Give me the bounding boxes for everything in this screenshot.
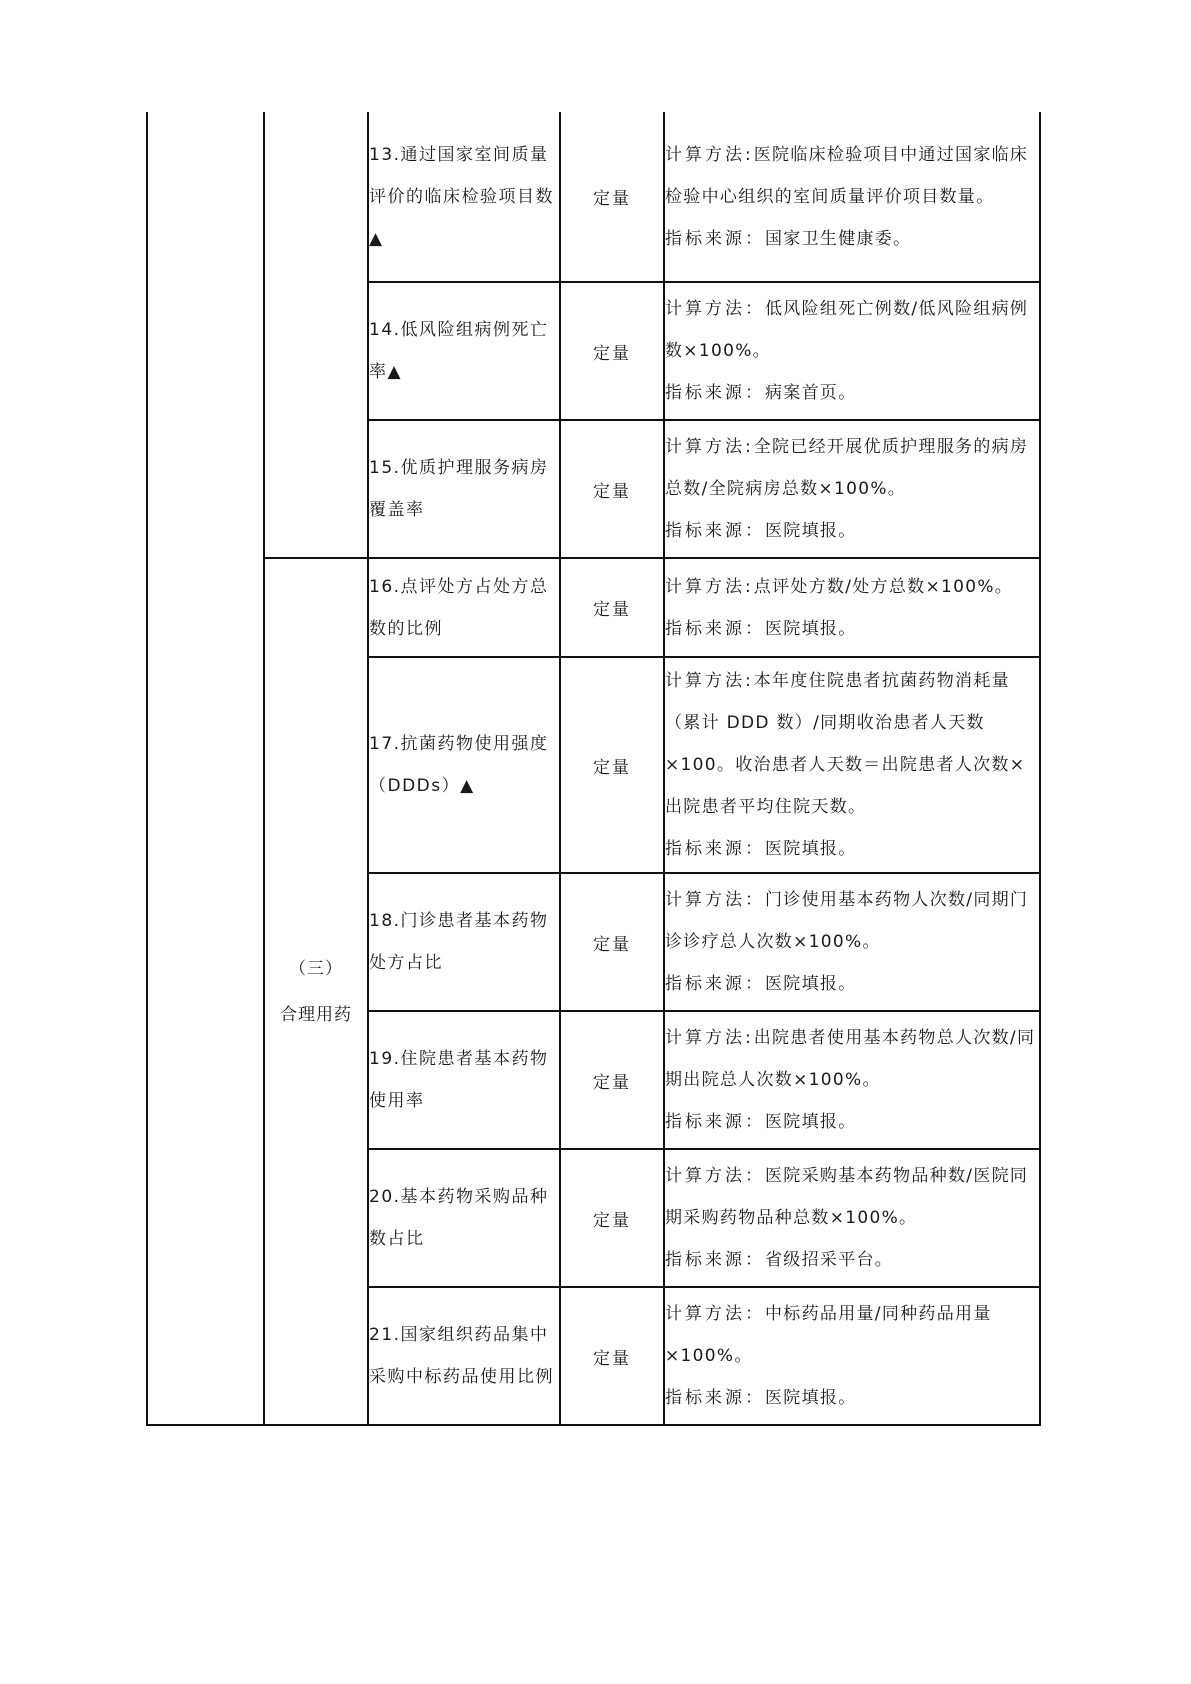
indicator-table bbox=[146, 112, 1041, 1426]
calc-method bbox=[665, 879, 1039, 963]
calc-method bbox=[665, 1017, 1039, 1101]
indicator-name: 20.基本药物采购品种数占比 bbox=[368, 1149, 560, 1287]
source-text: 医院填报。 bbox=[765, 839, 857, 859]
indicator-description bbox=[664, 1149, 1040, 1287]
source-text: 国家卫生健康委。 bbox=[765, 228, 912, 249]
method-label: 计算方法： bbox=[665, 890, 765, 910]
method-text: 全院已经开展优质护理服务的病房总数/全院病房总数×100%。 bbox=[665, 437, 1029, 499]
indicator-source bbox=[665, 1101, 1039, 1143]
source-text: 医院填报。 bbox=[765, 1388, 857, 1408]
method-label: 计算方法: bbox=[665, 576, 754, 597]
indicator-type: 定量 bbox=[560, 282, 664, 420]
indicator-description bbox=[664, 1287, 1040, 1425]
indicator-type: 定量 bbox=[560, 657, 664, 873]
calc-method bbox=[665, 660, 1039, 828]
calc-method bbox=[665, 288, 1039, 372]
calc-method bbox=[665, 134, 1039, 218]
method-text: 低风险组死亡例数/低风险组病例数×100%。 bbox=[665, 299, 1029, 361]
method-label: 计算方法: bbox=[665, 1028, 754, 1048]
indicator-type: 定量 bbox=[560, 1011, 664, 1149]
method-label: 计算方法： bbox=[665, 1304, 765, 1324]
source-label: 指标来源： bbox=[665, 974, 765, 994]
indicator-description bbox=[664, 657, 1040, 873]
source-text: 医院填报。 bbox=[765, 974, 857, 994]
table-row bbox=[147, 112, 1040, 282]
method-label: 计算方法: bbox=[665, 144, 754, 165]
indicator-source bbox=[665, 963, 1039, 1005]
indicator-description bbox=[664, 420, 1040, 558]
source-text: 病案首页。 bbox=[765, 383, 857, 403]
calc-method bbox=[665, 426, 1039, 510]
category-title: 合理用药 bbox=[280, 1004, 352, 1025]
method-text: 门诊使用基本药物人次数/同期门诊诊疗总人次数×100%。 bbox=[665, 890, 1029, 952]
indicator-type: 定量 bbox=[560, 873, 664, 1011]
indicator-source bbox=[665, 510, 1039, 552]
indicator-source bbox=[665, 372, 1039, 414]
method-text: 出院患者使用基本药物总人次数/同期出院总人次数×100%。 bbox=[665, 1028, 1036, 1090]
method-label: 计算方法: bbox=[665, 437, 754, 457]
source-label: 指标来源： bbox=[665, 521, 765, 541]
calc-method bbox=[665, 1293, 1039, 1377]
indicator-description bbox=[664, 1011, 1040, 1149]
indicator-name: 16.点评处方占处方总数的比例 bbox=[368, 558, 560, 657]
category-cell-rational-drug-use bbox=[264, 558, 368, 1425]
indicator-source bbox=[665, 1239, 1039, 1281]
indicator-name: 21.国家组织药品集中采购中标药品使用比例 bbox=[368, 1287, 560, 1425]
source-text: 医院填报。 bbox=[765, 618, 857, 639]
method-label: 计算方法： bbox=[665, 1166, 765, 1186]
indicator-name: 14.低风险组病例死亡率▲ bbox=[368, 282, 560, 420]
indicator-name: 17.抗菌药物使用强度（DDDs）▲ bbox=[368, 657, 560, 873]
indicator-type: 定量 bbox=[560, 112, 664, 282]
indicator-name: 19.住院患者基本药物使用率 bbox=[368, 1011, 560, 1149]
method-text: 点评处方数/处方总数×100%。 bbox=[753, 576, 1014, 597]
calc-method bbox=[665, 566, 1039, 608]
indicator-description bbox=[664, 282, 1040, 420]
source-label: 指标来源： bbox=[665, 839, 765, 859]
indicator-type: 定量 bbox=[560, 1149, 664, 1287]
indicator-type: 定量 bbox=[560, 1287, 664, 1425]
indicator-source bbox=[665, 218, 1039, 260]
indicator-source bbox=[665, 1377, 1039, 1419]
method-label: 计算方法: bbox=[665, 671, 754, 691]
source-label: 指标来源： bbox=[665, 1388, 765, 1408]
indicator-description bbox=[664, 112, 1040, 282]
source-text: 医院填报。 bbox=[765, 1112, 857, 1132]
indicator-description bbox=[664, 873, 1040, 1011]
indicator-name: 15.优质护理服务病房覆盖率 bbox=[368, 420, 560, 558]
indicator-type: 定量 bbox=[560, 558, 664, 657]
source-label: 指标来源： bbox=[665, 228, 765, 249]
source-label: 指标来源： bbox=[665, 1112, 765, 1132]
indicator-description bbox=[664, 558, 1040, 657]
indicator-name: 13.通过国家室间质量评价的临床检验项目数▲ bbox=[368, 112, 560, 282]
source-text: 省级招采平台。 bbox=[765, 1250, 894, 1270]
method-text: 本年度住院患者抗菌药物消耗量（累计 DDD 数）/同期收治患者人天数×100。收治患者人天数＝出院患者人次数×出院患者平均住院天数。 bbox=[665, 671, 1026, 817]
category-number: （三） bbox=[289, 958, 343, 979]
level2-category-cell bbox=[264, 112, 368, 558]
source-label: 指标来源： bbox=[665, 618, 765, 639]
method-label: 计算方法： bbox=[665, 299, 765, 319]
method-text: 医院采购基本药物品种数/医院同期采购药物品种总数×100%。 bbox=[665, 1166, 1029, 1228]
indicator-source bbox=[665, 828, 1039, 870]
method-text: 中标药品用量/同种药品用量×100%。 bbox=[665, 1304, 992, 1366]
indicator-source bbox=[665, 608, 1039, 650]
indicator-type: 定量 bbox=[560, 420, 664, 558]
level1-category-cell bbox=[147, 112, 264, 1425]
indicator-name: 18.门诊患者基本药物处方占比 bbox=[368, 873, 560, 1011]
source-label: 指标来源： bbox=[665, 1250, 765, 1270]
source-label: 指标来源： bbox=[665, 383, 765, 403]
table-row bbox=[147, 558, 1040, 657]
method-text: 医院临床检验项目中通过国家临床检验中心组织的室间质量评价项目数量。 bbox=[665, 144, 1029, 207]
calc-method bbox=[665, 1155, 1039, 1239]
source-text: 医院填报。 bbox=[765, 521, 857, 541]
